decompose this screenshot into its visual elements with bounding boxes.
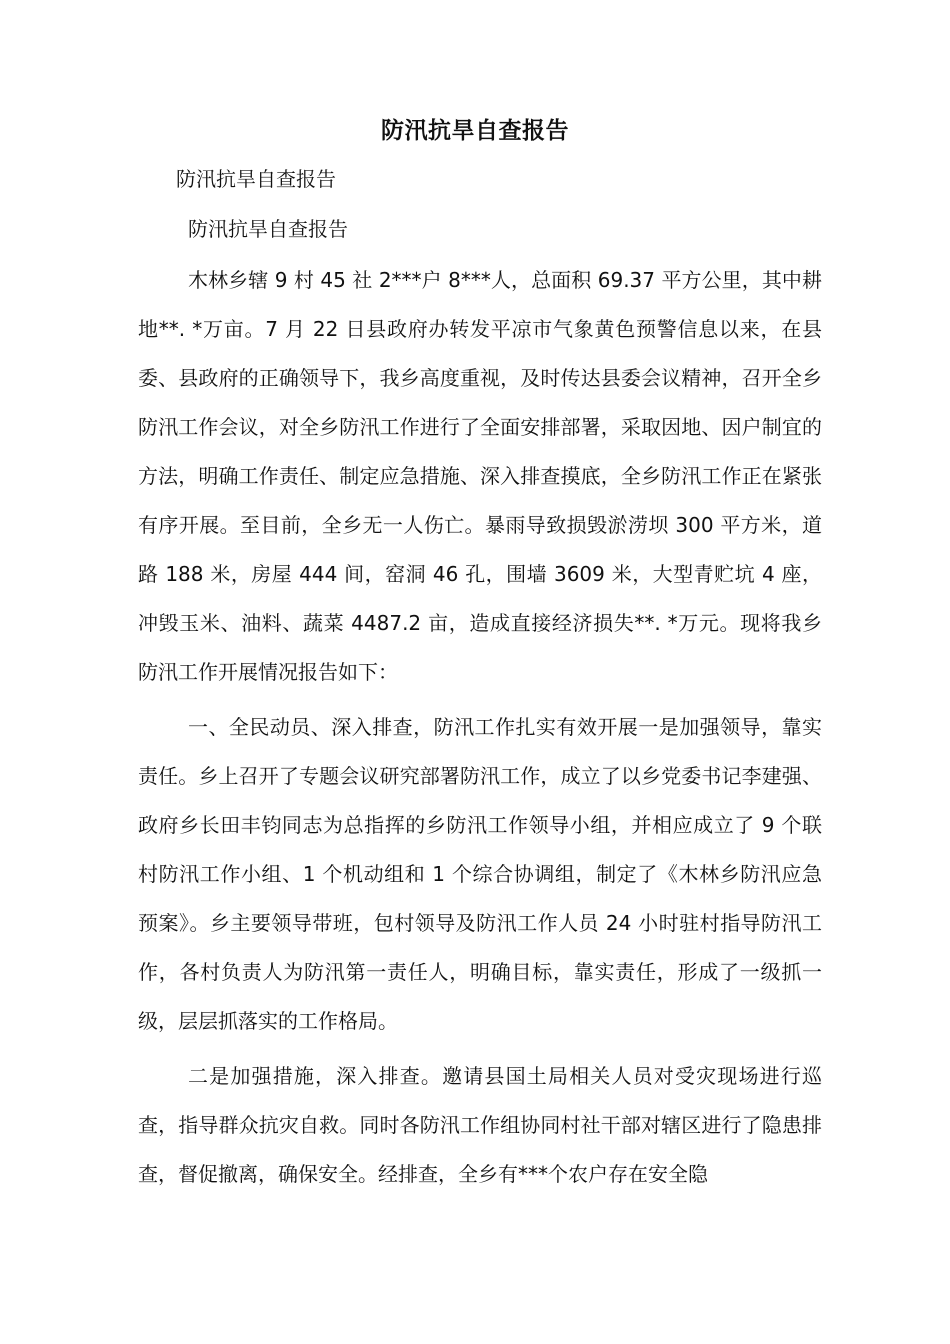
document-subtitle-2: 防汛抗旱自查报告	[188, 217, 348, 241]
body-paragraph-3: 二是加强措施，深入排查。邀请县国土局相关人员对受灾现场进行巡查，指导群众抗灾自救。同时各防汛工作组协同村社干部对辖区进行了隐患排查，督促撤离，确保安全。经排查，全乡有***个农户存在安全隐	[138, 1064, 822, 1186]
document-subtitle-1: 防汛抗旱自查报告	[176, 167, 336, 191]
body-paragraph-1: 木林乡辖 9 村 45 社 2***户 8***人，总面积 69.37 平方公里，其中耕地**. *万亩。7 月 22 日县政府办转发平凉市气象黄色预警信息以来，在县委、县政府的正确领导下，我乡高度重视，及时传达县委会议精神，召开全乡防汛工作会议，对全乡防汛工作进行了全面安排部署，采取因地、因户制宜的方法，明确工作责任、制定应急措施、深入排查摸底，全乡防汛工作正在紧张有序开展。至目前，全乡无一人伤亡。暴雨导致损毁淤涝坝 300 平方米，道路 188 米，房屋 444 间，窑洞 46 孔，围墙 3609 米，大型青贮坑 4 座，冲毁玉米、油料、蔬菜 4487.2 亩，造成直接经济损失**. *万元。现将我乡防汛工作开展情况报告如下：	[138, 268, 822, 684]
body-paragraph-2: 一、全民动员、深入排查，防汛工作扎实有效开展一是加强领导，靠实责任。乡上召开了专题会议研究部署防汛工作，成立了以乡党委书记李建强、政府乡长田丰钧同志为总指挥的乡防汛工作领导小组，并相应成立了 9 个联村防汛工作小组、1 个机动组和 1 个综合协调组，制定了《木林乡防汛应急预案》。乡主要领导带班，包村领导及防汛工作人员 24 小时驻村指导防汛工作，各村负责人为防汛第一责任人，明确目标，靠实责任，形成了一级抓一级，层层抓落实的工作格局。	[138, 715, 822, 1033]
document-title: 防汛抗旱自查报告	[381, 118, 569, 144]
